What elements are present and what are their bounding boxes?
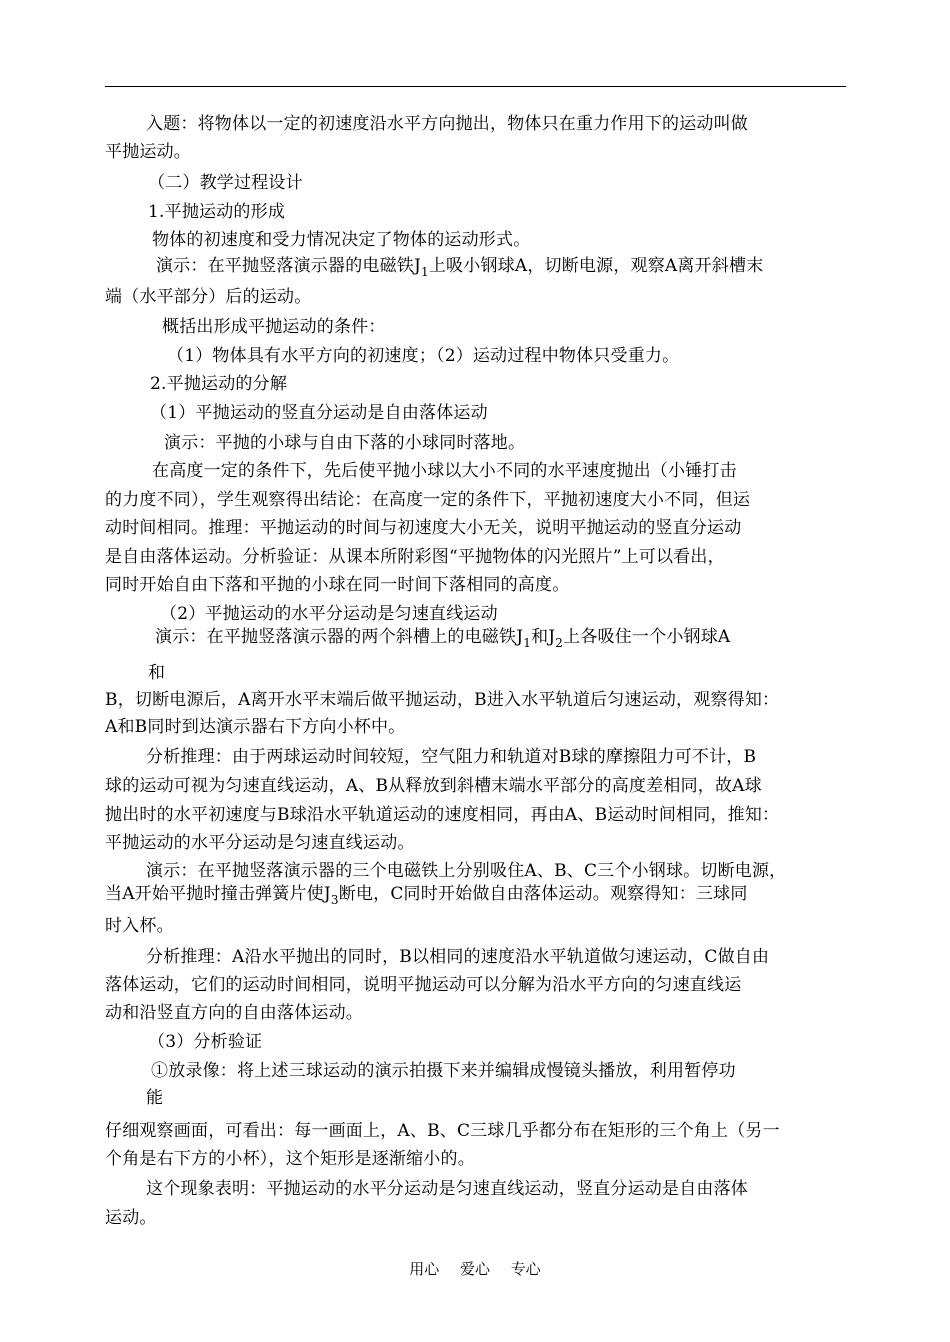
subsection-heading: 1.平抛运动的形成 [148,202,286,222]
text-line: 演示：在平抛竖落演示器的两个斜槽上的电磁铁$J_1$和$J_2$上各吸住一个小钢球A [155,627,731,650]
text-line: B，切断电源后，A离开水平末端后做平抛运动，B进入水平轨道后匀速运动，观察得知： [105,690,780,710]
text-line: 当A开始平抛时撞击弹簧片使$J_3$断电，C同时开始做自由落体运动。观察得知：三球同 [105,884,748,907]
text-line: 平抛运动的水平分运动是匀速直线运动。 [105,833,415,853]
text-line: 是自由落体运动。分析验证：从课本所附彩图“平抛物体的闪光照片”上可以看出， [105,547,725,567]
text-line: 入题：将物体以一定的初速度沿水平方向抛出，物体只在重力作用下的运动叫做 [146,114,748,134]
text-line: 运动。 [105,1208,157,1228]
text-line: 动和沿竖直方向的自由落体运动。 [105,1003,363,1023]
text-line: 分析推理：A沿水平抛出的同时，B以相同的速度沿水平轨道做匀速运动，C做自由 [146,947,770,967]
text-line: 和 [148,663,166,683]
footer-word: 专心 [510,1260,541,1278]
text-line: 个角是右下方的小杯），这个矩形是逐渐缩小的。 [105,1149,475,1169]
text-line: 概括出形成平抛运动的条件： [162,317,386,337]
text-line: （2）平抛运动的水平分运动是匀速直线运动 [160,604,498,624]
text-line: A和B同时到达演示器右下方向小杯中。 [105,717,406,737]
text-line: 演示：在平抛竖落演示器的电磁铁$J_1$上吸小钢球A，切断电源，观察A离开斜槽末 [156,256,764,279]
text-line: 这个现象表明：平抛运动的水平分运动是匀速直线运动，竖直分运动是自由落体 [146,1179,748,1199]
text-line: 物体的初速度和受力情况决定了物体的运动形式。 [152,230,531,250]
text-line: 能 [146,1088,164,1108]
text-line: ①放录像：将上述三球运动的演示拍摄下来并编辑成慢镜头播放，利用暂停功 [151,1061,736,1081]
text-line: （1）物体具有水平方向的初速度；（2）运动过程中物体只受重力。 [167,346,680,366]
page-footer [0,1258,950,1279]
text-line: 分析推理：由于两球运动时间较短，空气阻力和轨道对B球的摩擦阻力可不计，B [146,747,757,767]
section-heading: （二）教学过程设计 [148,173,303,193]
text-line: 时入杯。 [105,916,174,936]
text-line: 端（水平部分）后的运动。 [105,287,312,307]
footer-word: 用心 [409,1260,440,1278]
text-line: 平抛运动。 [105,142,191,162]
text-line: 动时间相同。推理：平抛运动的时间与初速度大小无关，说明平抛运动的竖直分运动 [105,518,742,538]
subsection-heading: （3）分析验证 [148,1032,263,1052]
text-line: 演示：平抛的小球与自由下落的小球同时落地。 [164,433,526,453]
text-line: 抛出时的水平初速度与B球沿水平轨道运动的速度相同，再由A、B运动时间相同，推知： [105,805,780,825]
text-line: 球的运动可视为匀速直线运动，A、B从释放到斜槽末端水平部分的高度差相同，故A球 [105,776,762,796]
text-line: 的力度不同），学生观察得出结论：在高度一定的条件下，平抛初速度大小不同，但运 [105,490,751,510]
text-line: 落体运动，它们的运动时间相同，说明平抛运动可以分解为沿水平方向的匀速直线运 [105,975,742,995]
text-line: 演示：在平抛竖落演示器的三个电磁铁上分别吸住A、B、C三个小钢球。切断电源， [146,861,787,881]
text-line: 同时开始自由下落和平抛的小球在同一时间下落相同的高度。 [105,575,570,595]
text-line: （1）平抛运动的竖直分运动是自由落体运动 [150,403,488,423]
text-line: 在高度一定的条件下，先后使平抛小球以大小不同的水平速度抛出（小锤打击 [152,461,737,481]
subsection-heading: 2.平抛运动的分解 [150,374,288,394]
text-line: 仔细观察画面，可看出：每一画面上，A、B、C三球几乎都分布在矩形的三个角上（另一 [105,1121,780,1141]
footer-word: 爱心 [459,1260,490,1278]
header-rule [105,86,846,87]
